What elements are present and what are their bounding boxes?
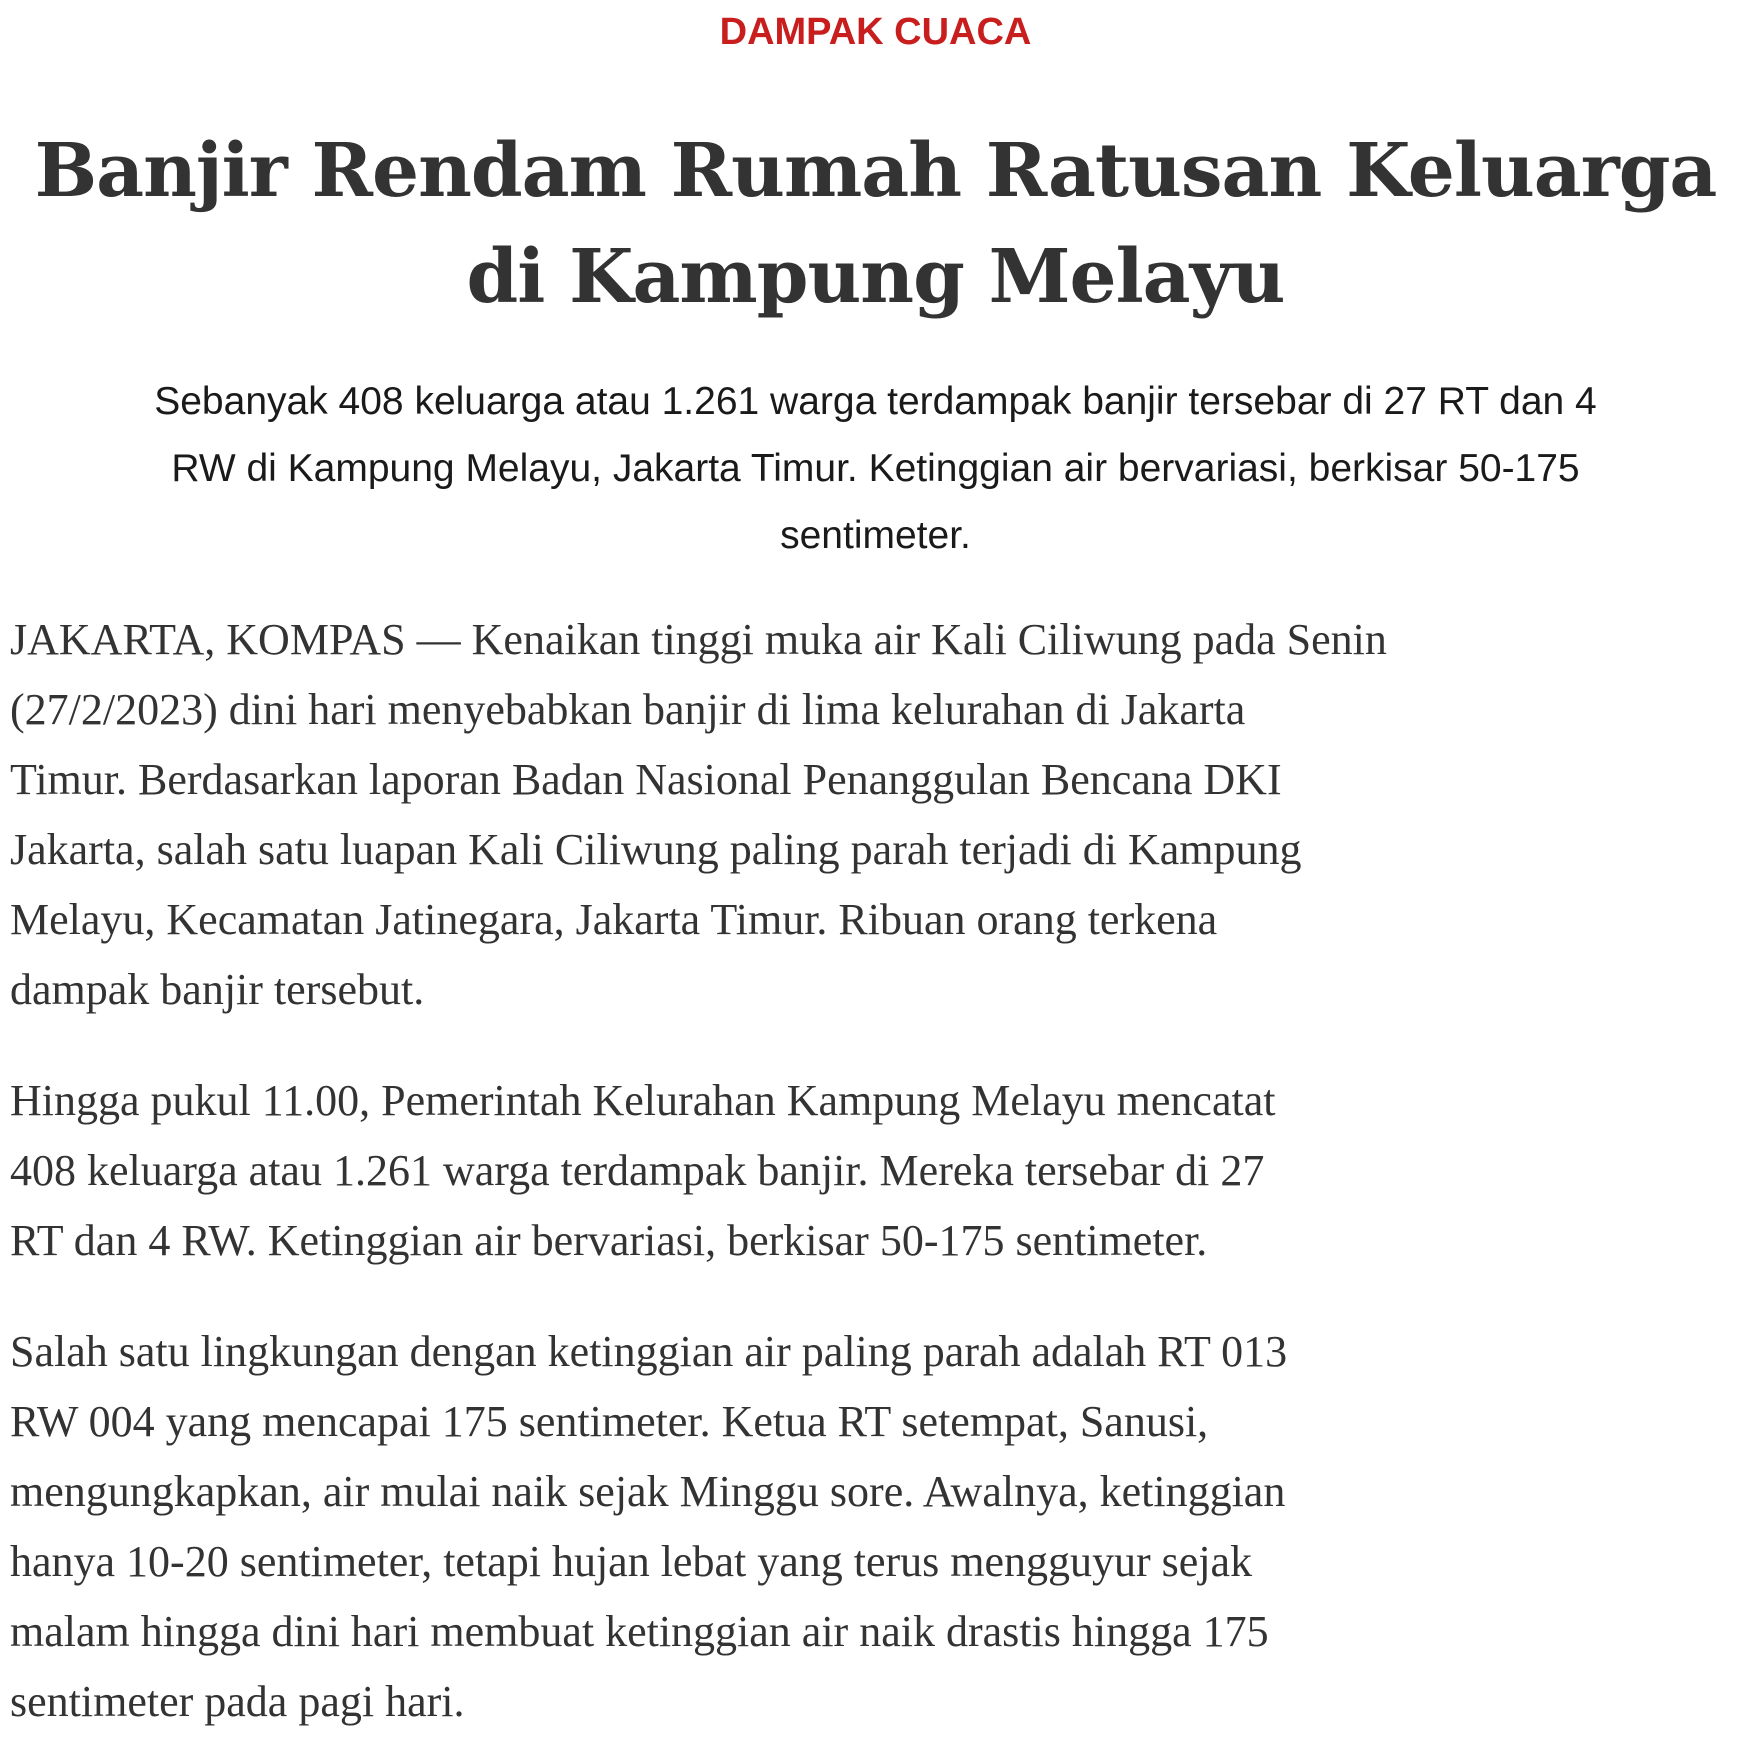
article-headline — [0, 118, 1751, 330]
paragraph-line: Hingga pukul 11.00, Pemerintah Kelurahan Kampung Melayu mencatat — [10, 1076, 1276, 1125]
paragraph-line: 408 keluarga atau 1.261 warga terdampak banjir. Mereka tersebar di 27 — [10, 1146, 1265, 1195]
paragraph-line: (27/2/2023) dini hari menyebabkan banjir di lima kelurahan di Jakarta — [10, 685, 1246, 734]
headline-line: di Kampung Melayu — [466, 234, 1285, 320]
paragraph-line: hanya 10-20 sentimeter, tetapi hujan lebat yang terus mengguyur sejak — [10, 1537, 1253, 1586]
headline-line: Banjir Rendam Rumah Ratusan Keluarga — [34, 128, 1717, 214]
paragraph-line: JAKARTA, KOMPAS — Kenaikan tinggi muka air Kali Ciliwung pada Senin — [10, 615, 1387, 664]
summary-line: RW di Kampung Melayu, Jakarta Timur. Ketinggian air bervariasi, berkisar 50-175 — [171, 447, 1580, 490]
body-paragraph-2 — [10, 1066, 1570, 1276]
body-paragraph-3 — [10, 1317, 1570, 1737]
body-paragraph-1 — [10, 605, 1570, 1025]
paragraph-line: Salah satu lingkungan dengan ketinggian air paling parah adalah RT 013 — [10, 1327, 1288, 1376]
summary-line: Sebanyak 408 keluarga atau 1.261 warga terdampak banjir tersebar di 27 RT dan 4 — [154, 380, 1597, 423]
paragraph-line: sentimeter pada pagi hari. — [10, 1677, 465, 1726]
paragraph-line: Jakarta, salah satu luapan Kali Ciliwung paling parah terjadi di Kampung — [10, 825, 1302, 874]
paragraph-line: malam hingga dini hari membuat ketinggian air naik drastis hingga 175 — [10, 1607, 1269, 1656]
paragraph-line: Melayu, Kecamatan Jatinegara, Jakarta Timur. Ribuan orang terkena — [10, 895, 1218, 944]
paragraph-line: RW 004 yang mencapai 175 sentimeter. Ketua RT setempat, Sanusi, — [10, 1397, 1209, 1446]
category-kicker[interactable]: DAMPAK CUACA — [719, 11, 1032, 53]
paragraph-line: mengungkapkan, air mulai naik sejak Minggu sore. Awalnya, ketinggian — [10, 1467, 1286, 1516]
article-summary — [60, 368, 1691, 569]
paragraph-line: Timur. Berdasarkan laporan Badan Nasional Penanggulan Bencana DKI — [10, 755, 1282, 804]
paragraph-line: RT dan 4 RW. Ketinggian air bervariasi, berkisar 50-175 sentimeter. — [10, 1216, 1208, 1265]
paragraph-line: dampak banjir tersebut. — [10, 965, 425, 1014]
summary-line: sentimeter. — [780, 514, 971, 557]
